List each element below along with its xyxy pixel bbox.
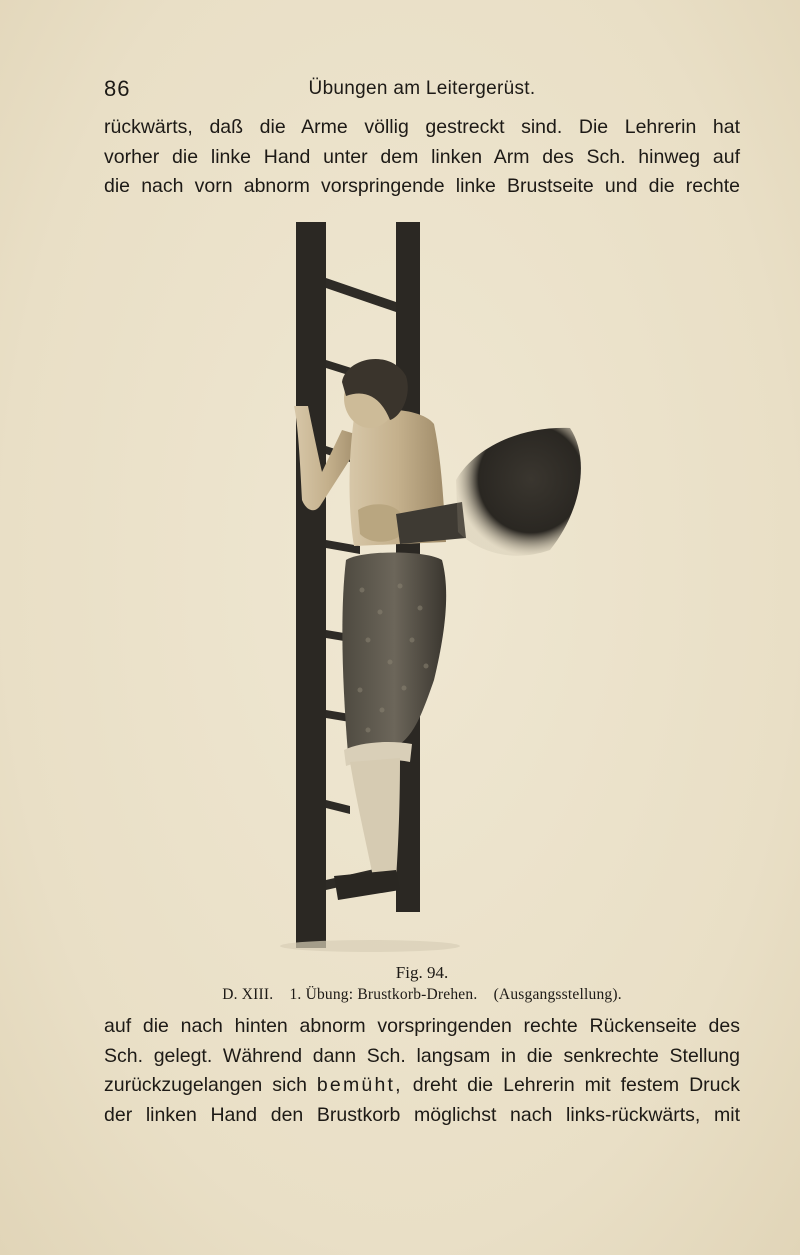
floor-shadow [280, 940, 460, 952]
spaced-emphasis: bemüht, [316, 1074, 403, 1096]
figure-label: Fig. 94. [395, 963, 449, 982]
running-title: Übungen am Leitergerüst. [308, 78, 536, 99]
figure-bloomers [342, 553, 446, 755]
caption-suffix: (Ausgangsstellung). [493, 986, 622, 1003]
text-line: die nach vorn abnorm vorspringende linke Brustseite und die rechte [104, 175, 740, 197]
body-text-bottom [104, 1012, 740, 1130]
figure-legs [350, 758, 400, 882]
page-number: 86 [104, 76, 131, 101]
figure-caption [104, 986, 740, 1004]
teacher-hand [358, 504, 400, 542]
figure-shoes [334, 870, 400, 900]
text-fragment: zurückzugelangen sich [104, 1074, 307, 1096]
caption-main: 1. Übung: Brustkorb-Drehen. [289, 986, 478, 1003]
text-line: vorher die linke Hand unter dem linken Arm des Sch. hinweg auf [104, 145, 740, 168]
body-text-top [104, 113, 740, 202]
teacher-sleeve [456, 428, 581, 556]
ladder-rail-left [296, 222, 326, 948]
text-fragment: dreht die Lehrerin mit festem Druck [412, 1074, 740, 1096]
text-line: der linken Hand den Brustkorb möglichst nach links-rückwärts, mit [104, 1103, 740, 1126]
caption-prefix: D. XIII. [222, 986, 274, 1003]
figure-photograph [250, 210, 610, 960]
text-line: auf die nach hinten abnorm vorspringenden rechte Rückenseite des [104, 1015, 740, 1037]
text-line: rückwärts, daß die Arme völlig gestreckt sind. Die Lehrerin hat [104, 116, 740, 138]
running-head [104, 76, 740, 104]
text-line-spaced [104, 1071, 740, 1101]
text-line: Sch. gelegt. Während dann Sch. langsam in die senkrechte Stellung [104, 1044, 740, 1067]
